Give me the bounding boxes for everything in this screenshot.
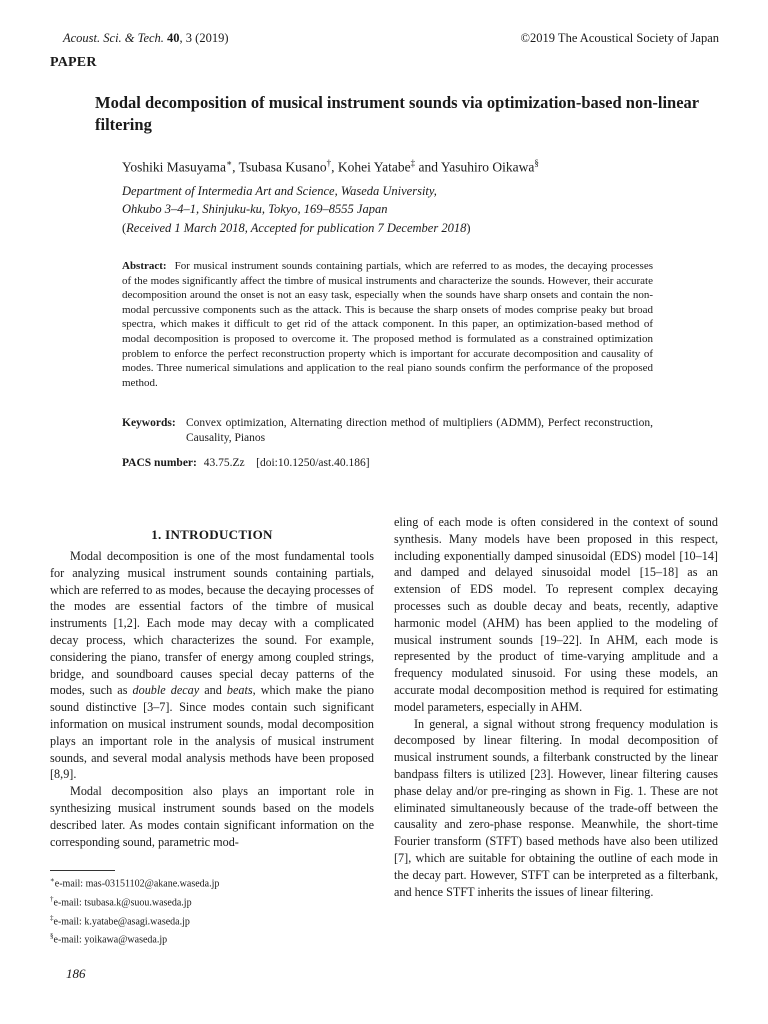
article-type: PAPER	[50, 55, 97, 70]
journal-name: Acoust. Sci. & Tech.	[63, 31, 164, 45]
abstract-text: For musical instrument sounds containing partials, which are referred to as modes, the decaying processes of the modes significantly affect the timbre of musical instruments and characterize the sounds. However, their accurate decomposition around the onset is not an easy task, especially when the sounds have sharp onsets and contain the non-modal percussive components such as the attack. This is because the sharp onsets of modes comprise peaky but broad spectra, which makes it difficult to get rid of the attack component. In this paper, an optimization-based method of modal decomposition is proposed to overcome it. The proposed method is formulated as a constrained optimization problem to enforce the perfect reconstruction property which is important for accurate decomposition and causality of modes. Three numerical simulations and application to the real piano sounds confirm the performance of the proposed method.	[122, 260, 653, 389]
copyright-notice: ©2019 The Acoustical Society of Japan	[520, 31, 719, 45]
affiliation	[122, 182, 437, 218]
journal-issue-year: , 3 (2019)	[179, 31, 229, 45]
footnote	[50, 929, 219, 948]
right-column	[394, 514, 718, 900]
author-list: Yoshiki Masuyama∗, Tsubasa Kusano†, Kohei Yatabe‡ and Yasuhiro Oikawa§	[122, 158, 539, 175]
emphasis-text: double decay	[132, 683, 200, 698]
keywords-label: Keywords:	[122, 417, 176, 429]
paper-title: Modal decomposition of musical instrument sounds via optimization-based non-linear filtering	[95, 93, 699, 134]
footnote-mark: §	[50, 932, 54, 941]
received-text: Received 1 March 2018, Accepted for publication 7 December 2018	[126, 221, 467, 235]
footnote-rule	[50, 870, 115, 871]
keywords	[122, 416, 653, 446]
footnote	[50, 911, 219, 930]
pacs-label: PACS number:	[122, 457, 197, 469]
footnote-mark: ∗	[50, 876, 55, 884]
author-conjunction: and	[418, 159, 438, 175]
abstract-label: Abstract:	[122, 260, 167, 272]
footnote	[50, 892, 219, 911]
paragraph-text: Modal decomposition is one of the most fundamental tools for analyzing musical instrument sounds containing partials, which are referred to as modes, because the decaying processes of the modes are essential factors of the timbre of musical instruments [1,2]. Each mode may decay with a complicated decay process, which characterizes the sound. For example, considering the piano, transfer of energy among coupled strings, bridge, and soundboard causes special decay patterns of the modes, such as	[50, 549, 374, 698]
pacs-line	[122, 457, 370, 469]
footnote-text: e-mail: mas-03151102@akane.waseda.jp	[54, 878, 220, 890]
emphasis-text: beats	[226, 683, 253, 698]
footnote	[50, 873, 219, 892]
author-name: Kohei Yatabe	[337, 159, 411, 175]
footnote-mark: †	[50, 894, 54, 903]
footnote-text: e-mail: yoikawa@waseda.jp	[53, 934, 168, 946]
journal-volume: 40	[167, 31, 180, 45]
left-column	[50, 548, 374, 850]
footnotes	[50, 873, 219, 948]
section-heading: 1. INTRODUCTION	[151, 527, 273, 542]
paragraph	[50, 548, 374, 783]
affiliation-line: Department of Intermedia Art and Science, Waseda University,	[122, 184, 437, 198]
author-mark: ‡	[410, 158, 416, 168]
page-number: 186	[66, 966, 86, 981]
author-name: Tsubasa Kusano	[238, 159, 327, 175]
author-mark: ∗	[226, 158, 233, 168]
author-mark: †	[326, 158, 332, 168]
pacs-number: 43.75.Zz	[203, 457, 245, 469]
paragraph: Modal decomposition also plays an important role in synthesizing musical instrument sounds based on the models described later. As modes contain significant information on the corresponding sound, parametric mod-	[50, 784, 374, 849]
author-mark: §	[534, 158, 539, 168]
paragraph-text: and	[199, 683, 227, 698]
keywords-text: Convex optimization, Alternating direction method of multipliers (ADMM), Perfect reconstruction, Causality, Pianos	[186, 417, 653, 444]
paragraph: In general, a signal without strong frequency modulation is decomposed by linear filtering. In modal decomposition of musical instrument sounds, a filterbank constructed by the linear bandpass filters is utilized [23]. However, linear filtering causes phase delay and/or pre-ringing as shown in Fig. 1. These are not eliminated simultaneously because of the trade-off between the causality and zero-phase response. Meanwhile, the short-time Fourier transform (STFT) based methods have also been utilized [7], which are suitable for obtaining the outline of each mode in the decay part. However, STFT can be interpreted as a filterbank, and hence STFT inherits the issues of linear filtering.	[394, 716, 718, 899]
received-dates: (Received 1 March 2018, Accepted for publication 7 December 2018)	[122, 221, 471, 235]
paragraph: eling of each mode is often considered in the context of sound synthesis. Many models have been proposed in this respect, including exponentially damped sinusoidal (EDS) model [10–14] and damped and delayed sinusoidal model [15–18] as an extension of EDS model. To represent complex decaying processes such as double decay and beats, recently, adaptive harmonic model (AHM) has been applied to the modeling of musical instrument sounds [19–22]. In AHM, each mode is represented by the product of time-varying amplitude and a frequency modulated sinusoid. For using these models, an accurate modal decomposition method is required for estimating model parameters, especially in AHM.	[394, 515, 718, 714]
abstract	[122, 259, 653, 390]
author-name: Yoshiki Masuyama	[122, 159, 227, 175]
doi: [doi:10.1250/ast.40.186]	[256, 457, 370, 469]
author-name: Yasuhiro Oikawa	[440, 159, 535, 175]
journal-citation	[63, 31, 229, 46]
affiliation-line: Ohkubo 3–4–1, Shinjuku-ku, Tokyo, 169–8555 Japan	[122, 202, 388, 216]
paragraph-text: , which make the piano sound distinctive [3–7]. Since modes contain such significant information on musical instrument sounds, modal decomposition plays an important role in the analysis of musical instrument sounds, and several modal analysis methods have been proposed [8,9].	[50, 683, 374, 782]
footnote-text: e-mail: tsubasa.k@suou.waseda.jp	[53, 897, 192, 909]
footnote-mark: ‡	[50, 913, 54, 922]
footnote-text: e-mail: k.yatabe@asagi.waseda.jp	[53, 915, 190, 927]
